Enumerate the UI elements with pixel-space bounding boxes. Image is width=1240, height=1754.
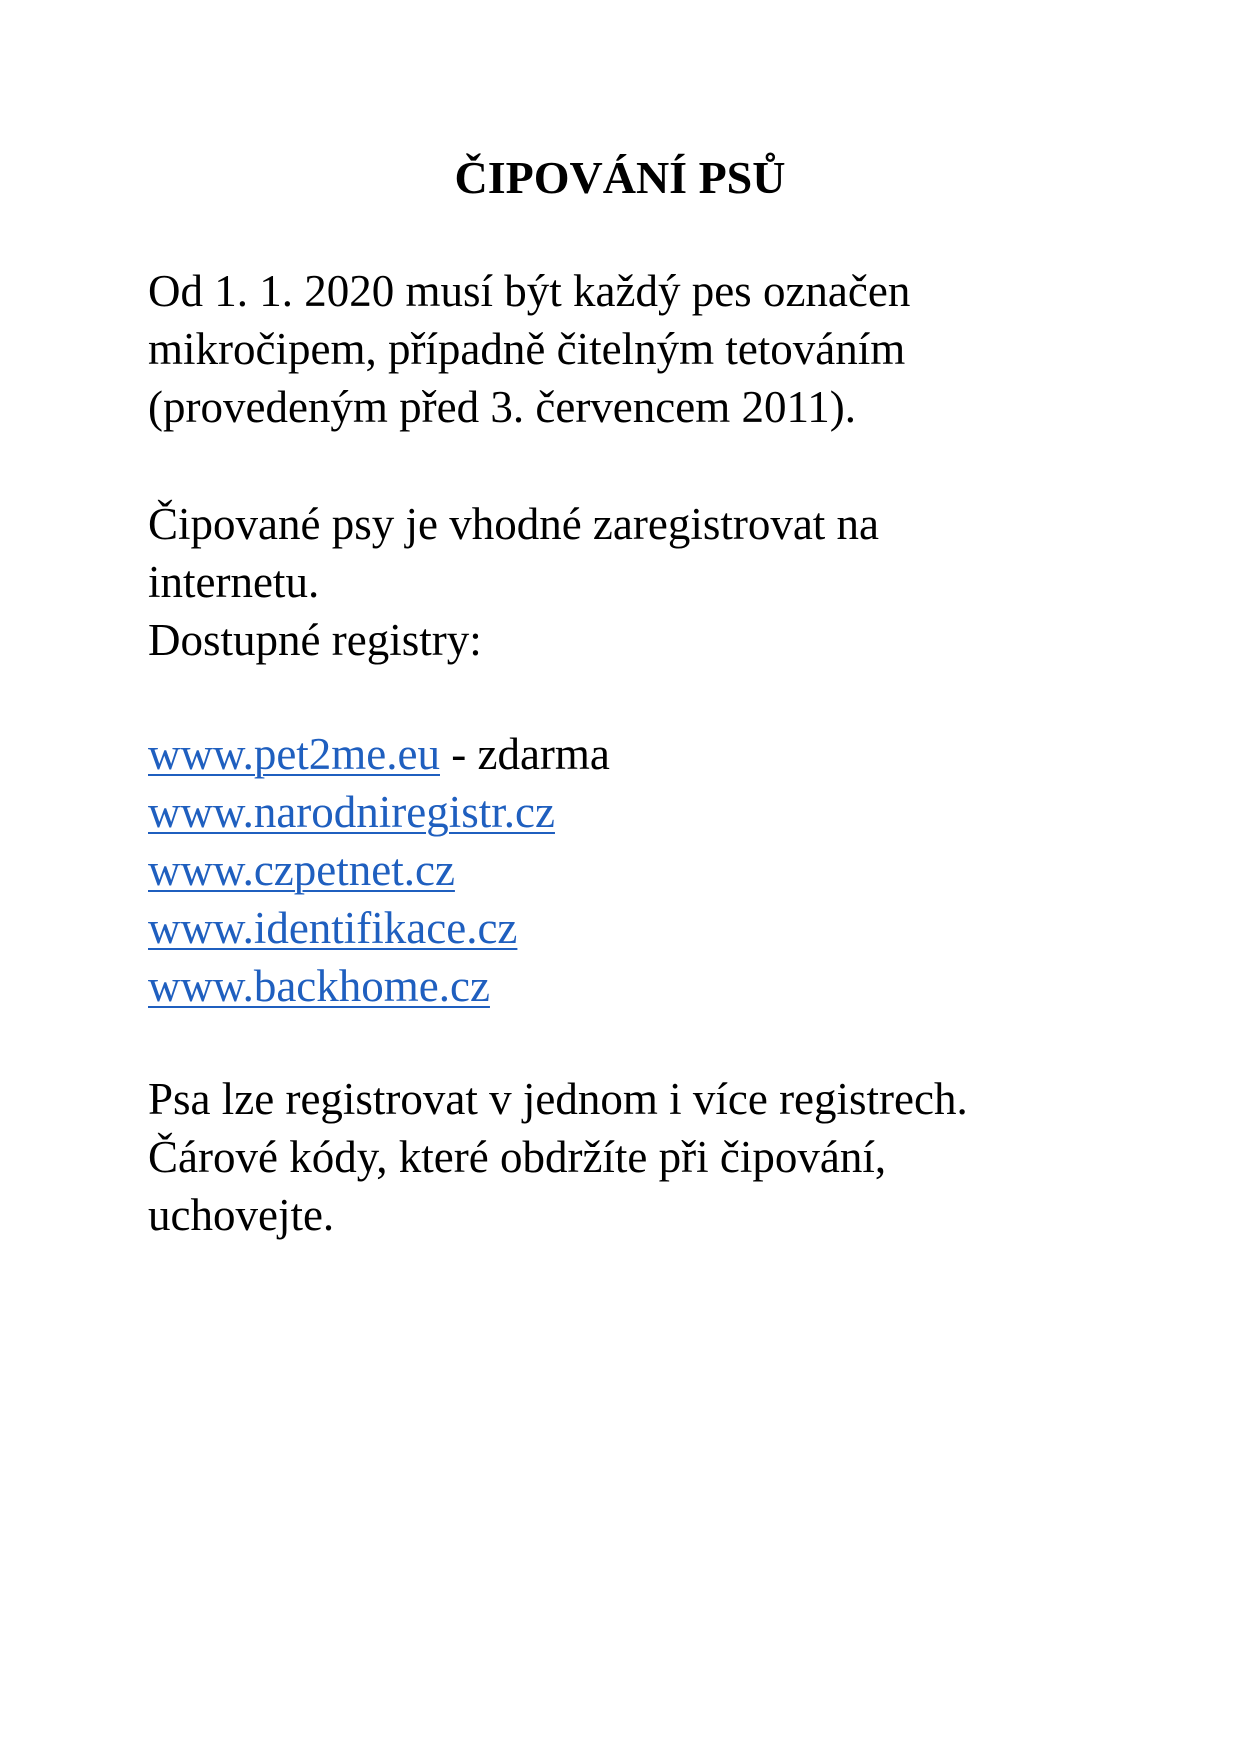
registry-link-identifikace[interactable]: www.identifikace.cz bbox=[148, 903, 518, 953]
registry-item bbox=[148, 725, 1148, 783]
registry-item bbox=[148, 957, 1148, 1015]
registration-line: Čipované psy je vhodné zaregistrovat na bbox=[148, 499, 880, 549]
closing-line: Čárové kódy, které obdržíte při čipování, bbox=[148, 1132, 887, 1182]
registry-list bbox=[148, 725, 1148, 1015]
closing-line: uchovejte. bbox=[148, 1190, 335, 1240]
registry-item bbox=[148, 841, 1148, 899]
registry-link-backhome[interactable]: www.backhome.cz bbox=[148, 961, 490, 1011]
registry-link-pet2me[interactable]: www.pet2me.eu bbox=[148, 729, 440, 779]
closing-line: Psa lze registrovat v jednom i více registrech. bbox=[148, 1074, 968, 1124]
registration-paragraph bbox=[148, 495, 1148, 669]
intro-line: Od 1. 1. 2020 musí být každý pes označen bbox=[148, 266, 911, 316]
registry-link-narodniregistr[interactable]: www.narodniregistr.cz bbox=[148, 787, 555, 837]
intro-line: mikročipem, případně čitelným tetováním bbox=[148, 324, 906, 374]
registry-item bbox=[148, 783, 1148, 841]
page-title: ČIPOVÁNÍ PSŮ bbox=[454, 152, 786, 203]
registry-item bbox=[148, 899, 1148, 957]
registration-line: internetu. bbox=[148, 557, 320, 607]
registry-note: - zdarma bbox=[440, 729, 610, 779]
registry-link-czpetnet[interactable]: www.czpetnet.cz bbox=[148, 845, 455, 895]
registration-line: Dostupné registry: bbox=[148, 615, 482, 665]
intro-line: (provedeným před 3. červencem 2011). bbox=[148, 382, 857, 432]
intro-paragraph bbox=[148, 262, 1148, 436]
closing-paragraph bbox=[148, 1070, 1148, 1244]
